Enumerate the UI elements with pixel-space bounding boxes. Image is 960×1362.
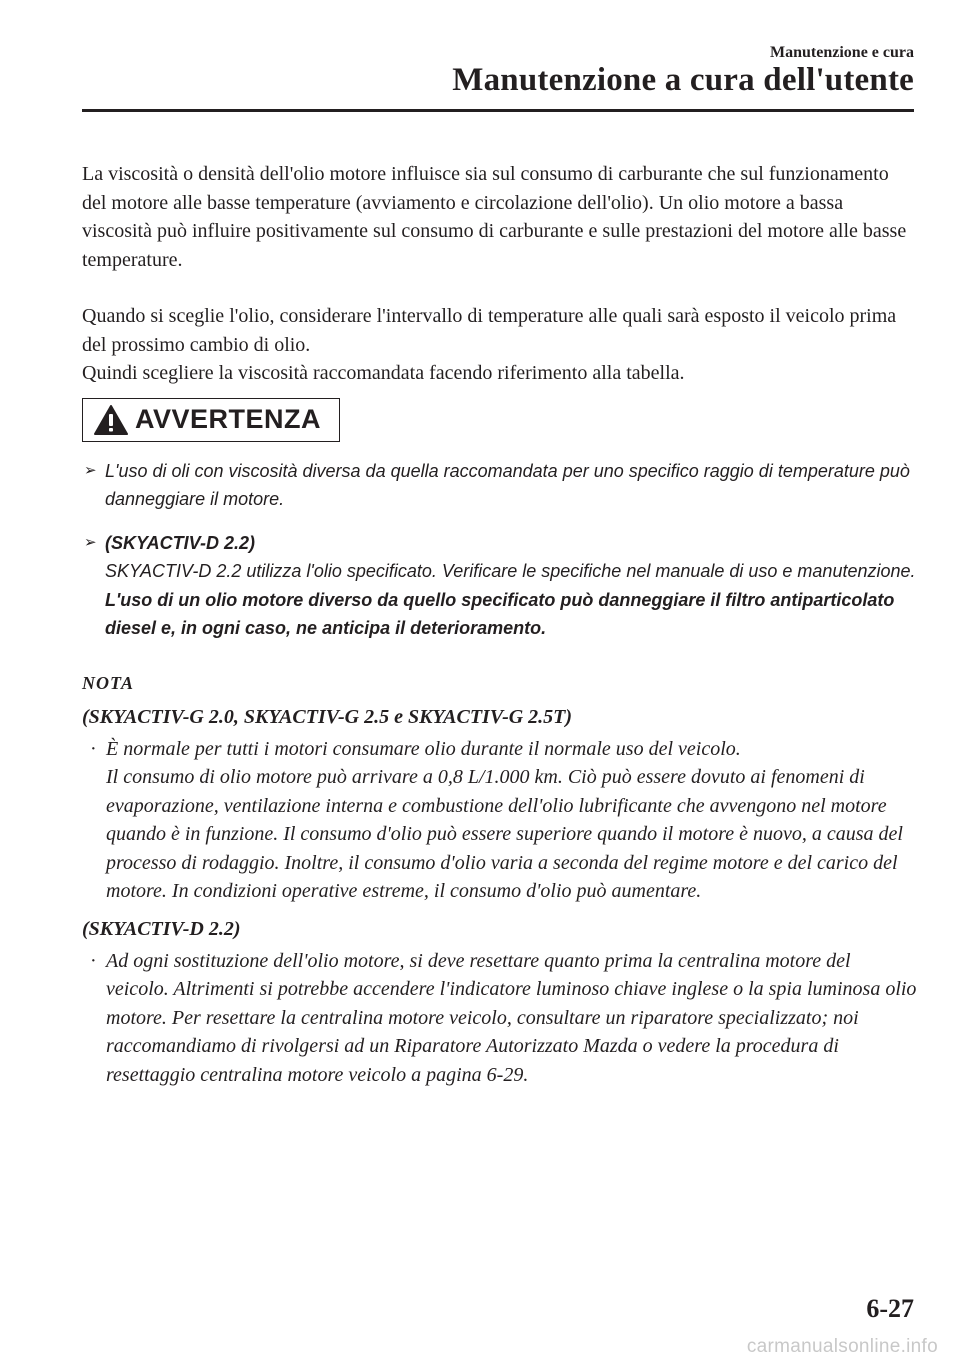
warning-item-text: SKYACTIV-D 2.2 utilizza l'olio specificato. Verificare le specifiche nel manuale di uso e manutenzione.: [105, 561, 916, 581]
warning-item-emphasis: L'uso di un olio motore diverso da quello specificato può danneggiare il filtro antiparticolato diesel e, in ogni caso, ne anticipa il deterioramento.: [105, 589, 895, 638]
page-number: 6-27: [866, 1294, 914, 1323]
watermark: carmanualsonline.info: [746, 1336, 938, 1357]
intro-paragraph: Quando si sceglie l'olio, considerare l'intervallo di temperature alle quali sarà esposto il veicolo prima del prossimo cambio di olio.: [82, 305, 897, 356]
note-heading: (SKYACTIV-D 2.2): [82, 917, 241, 940]
page-title: Manutenzione a cura dell'utente: [452, 62, 914, 98]
warning-title: AVVERTENZA: [135, 404, 322, 434]
warning-item: [82, 529, 917, 643]
warning-item-heading: (SKYACTIV-D 2.2): [105, 532, 256, 553]
note-item-text: Ad ogni sostituzione dell'olio motore, si deve resettare quanto prima la centralina motore del veicolo. Altrimenti si potrebbe accendere l'indicatore luminoso chiave inglese o la spia luminosa olio motore. Per resettare la centralina motore veicolo, consultare un riparatore specializzato; noi raccomandiamo di rivolgersi ad un Riparatore Autorizzato Mazda o vedere la procedura di resettaggio centralina motore veicolo a pagina 6-29.: [106, 949, 917, 1086]
intro-paragraph: Quindi scegliere la viscosità raccomandata facendo riferimento alla tabella.: [82, 362, 685, 384]
intro-paragraph: La viscosità o densità dell'olio motore influisce sia sul consumo di carburante che sul funzionamento del motore alle basse temperature (avviamento e circolazione dell'olio). Un olio motore a bassa viscosità può influire positivamente sul consumo di carburante e sulle prestazioni del motore alle basse temperature.: [82, 163, 907, 271]
note-label: NOTA: [82, 672, 135, 693]
note-item-text: È normale per tutti i motori consumare olio durante il normale uso del veicolo.: [106, 737, 741, 760]
note-item-text: Il consumo di olio motore può arrivare a 0,8 L/1.000 km. Ciò può essere dovuto ai fenomeni di evaporazione, ventilazione interna e combustione dell'olio lubrificante che avvengono nel motore quando è in funzione. Il consumo d'olio può essere superiore quando il motore è nuovo, a causa del processo di rodaggio. Inoltre, il consumo d'olio varia a seconda del regime motore e del carico del motore. In condizioni operative estreme, il consumo d'olio può aumentare.: [106, 766, 903, 902]
page-body: [82, 160, 917, 1089]
warning-item-text: L'uso di oli con viscosità diversa da quella raccomandata per uno specifico raggio di temperature può danneggiare il motore.: [105, 460, 910, 509]
bullet-dot-icon: ·: [90, 949, 97, 972]
warning-box: [82, 398, 340, 442]
arrow-bullet-icon: ➢: [84, 533, 97, 551]
warning-triangle-icon: [93, 404, 129, 436]
header-section-label: Manutenzione e cura: [770, 44, 914, 61]
note-item: [82, 947, 917, 1090]
note-heading: (SKYACTIV-G 2.0, SKYACTIV-G 2.5 e SKYACTIV-G 2.5T): [82, 705, 573, 728]
note-item: [82, 735, 917, 906]
warning-item: [82, 457, 917, 514]
header-divider: [82, 109, 914, 112]
bullet-dot-icon: ·: [90, 737, 97, 760]
arrow-bullet-icon: ➢: [84, 461, 97, 479]
